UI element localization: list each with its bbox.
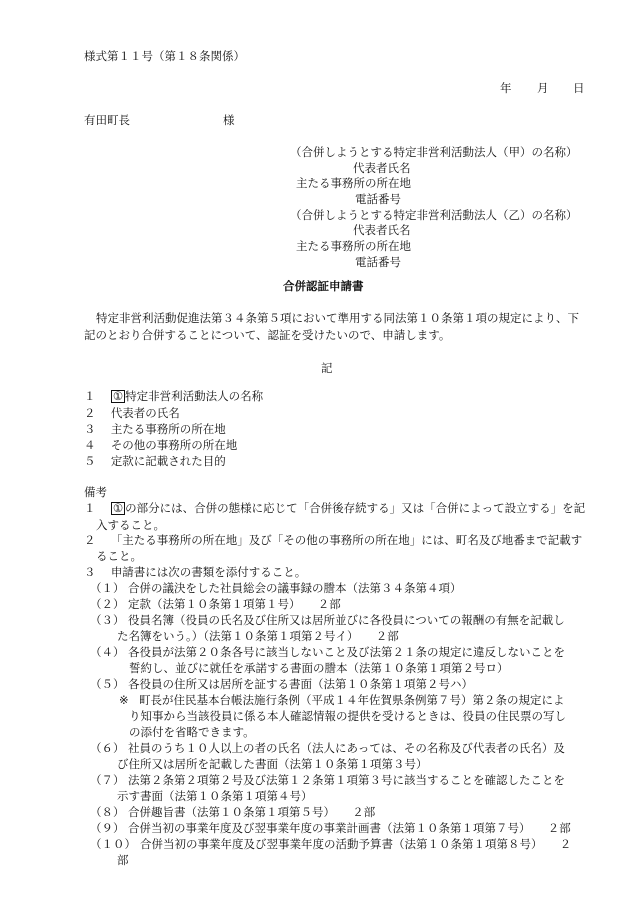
note-number: １ [84,501,96,515]
note-text: 「主たる事務所の所在地」及び「その他の事務所の所在地」には、町名及び地番まで記載す [110,533,583,547]
doc-text: 合併当初の事業年度及び翌事業年度の活動予算書（法第１０条第１項第８号） ２ [140,837,572,851]
doc-7-line-2: 示す書面（法第１０条第１項第４号） [117,789,313,803]
doc-3-line-2: た名簿をいう。）（法第１０条第１項第２号イ） ２部 [117,629,399,643]
doc-number: （１０） [90,837,136,851]
item-number: ４ [84,438,96,452]
applicant-a-representative: 代表者氏名 [353,161,411,175]
applicant-a-phone: 電話番号 [355,192,401,206]
doc-4-line-2: 誓約し、並びに就任を承諾する書面の謄本（法第１０条第１項第２号ロ） [129,661,509,675]
note-text: 申請書には次の書類を添付すること。 [110,565,307,579]
form-number: 様式第１１号（第１８条関係） [84,49,245,63]
doc-text: 町長が住民基本台帳法施行条例（平成１４年佐賀県条例第７号）第２条の規定によ [139,693,565,707]
item-text: 定款に記載された目的 [110,454,226,468]
notes-heading: 備考 [84,485,107,499]
applicant-b-office-address: 主たる事務所の所在地 [296,239,411,253]
note-number: ３ [84,565,96,579]
doc-number: （７） [90,773,125,787]
addressee-name: 有田町長 [84,113,130,127]
intro-line-2: 記のとおり合併することについて、認証を受けたいので、申請します。 [84,328,451,342]
mark-circled-1: ① [112,389,124,403]
item-5 [84,452,226,470]
note-text: の部分には、合併の態様に応じて「合併後存続する」又は「合併によって設立する」を記 [125,501,586,515]
item-number: ５ [84,454,96,468]
applicant-b-representative: 代表者氏名 [353,223,411,237]
doc-number: （４） [90,645,125,659]
doc-number: （２） [90,597,125,611]
doc-text: 合併当初の事業年度及び翌事業年度の事業計画書（法第１０条第１項第７号） ２部 [128,821,571,835]
document-title: 合併認証申請書 [283,279,364,293]
item-number: ２ [84,406,96,420]
item-number: ３ [84,422,96,436]
item-text: 特定非営利活動法人の名称 [125,389,264,403]
doc-10 [90,835,571,853]
addressee-honorific: 様 [223,113,235,127]
ki-heading: 記 [321,361,333,375]
note-mark: ※ [119,693,129,707]
doc-text: 各役員の住所又は居所を証する書面（法第１０条第１項第２号ハ） [128,677,473,691]
note-number: ２ [84,533,96,547]
applicant-a-office-address: 主たる事務所の所在地 [296,176,411,190]
doc-text: 役員名簿（役員の氏名及び住所又は居所並びに各役員についての報酬の有無を記載し [128,613,565,627]
date-year: 年 [500,81,512,95]
applicant-a-org-name: （合併しようとする特定非営利活動法人（甲）の名称） [290,145,578,159]
item-1 [84,387,263,405]
doc-text: 法第２条第２項第２号及び法第１２条第１項第３号に該当することを確認したことを [128,773,565,787]
note-2-line-1 [84,531,582,549]
doc-text: 社員のうち１０人以上の者の氏名（法人にあっては、その名称及び代表者の氏名）及 [128,741,565,755]
doc-note-line-3: の添付を省略できます。 [129,725,255,739]
doc-number: （１） [90,581,125,595]
doc-text: 定款（法第１０条第１項第１号） ２部 [128,597,341,611]
applicant-b-org-name: （合併しようとする特定非営利活動法人（乙）の名称） [290,208,578,222]
doc-number: （９） [90,821,125,835]
doc-10-line-2: 部 [117,853,129,867]
note-1-line-1 [84,499,585,517]
applicant-b-phone: 電話番号 [355,255,401,269]
doc-6-line-2: び住所又は居所を記載した書面（法第１０条第１項第３号） [117,757,428,771]
item-text: 代表者の氏名 [110,406,180,420]
doc-text: 合併の議決をした社員総会の議事録の謄本（法第３４条第４項） [128,581,462,595]
note-1-line-2: 入すること。 [96,518,165,532]
date-day: 日 [573,81,585,95]
doc-text: 合併趣旨書（法第１０条第１項第５号） ２部 [128,805,376,819]
note-2-line-2: ること。 [96,549,142,563]
doc-number: （５） [90,677,125,691]
doc-number: （３） [90,613,125,627]
item-text: 主たる事務所の所在地 [110,422,226,436]
doc-text: 各役員が法第２０条各号に該当しないこと及び法第２１条の規定に違反しないことを [128,645,565,659]
intro-line-1: 特定非営利活動促進法第３４条第５項において準用する同法第１０条第１項の規定により、下 [96,311,579,325]
item-number: １ [84,389,96,403]
doc-number: （８） [90,805,125,819]
mark-circled-1: ① [112,501,124,515]
date-month: 月 [537,81,549,95]
doc-note-line-2: り知事から当該役員に係る本人確認情報の提供を受けるときは、役員の住民票の写し [129,709,566,723]
doc-number: （６） [90,741,125,755]
item-text: その他の事務所の所在地 [110,438,238,452]
